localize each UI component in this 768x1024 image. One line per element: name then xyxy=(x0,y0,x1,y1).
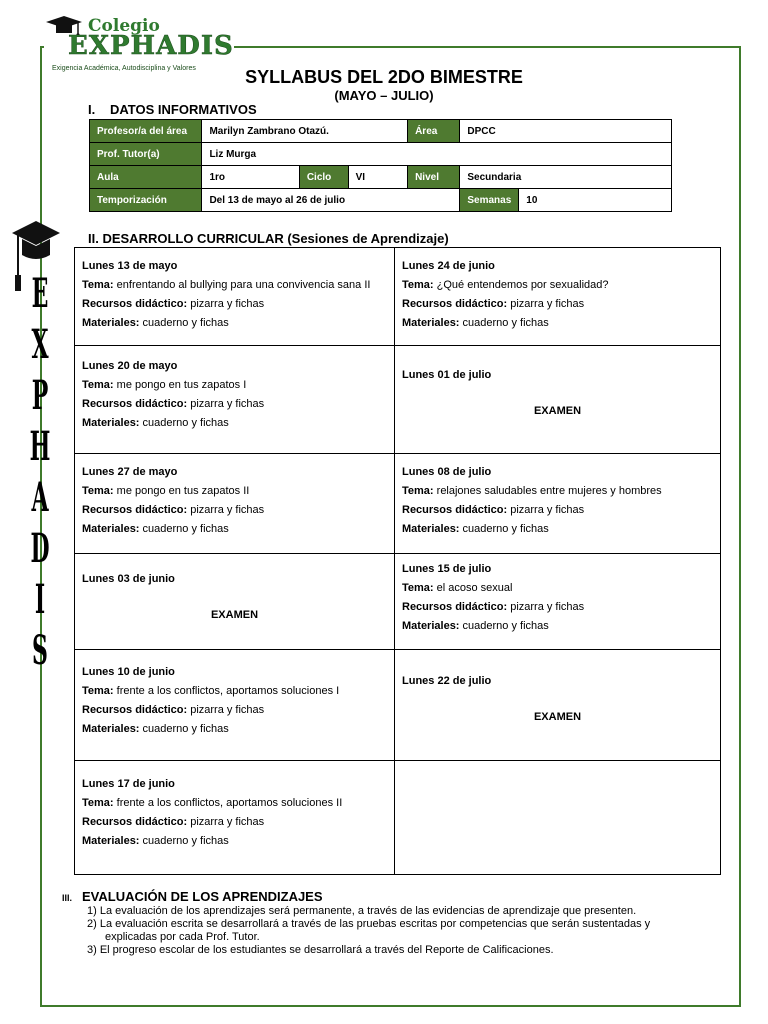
empty-cell xyxy=(395,761,721,875)
logo-word-colegio: Colegio xyxy=(88,16,160,36)
tema-label: Tema: xyxy=(402,582,434,594)
page-subtitle: (MAYO – JULIO) xyxy=(334,88,434,103)
ciclo-label: Ciclo xyxy=(299,166,348,189)
session-date: Lunes 22 de julio xyxy=(402,675,492,687)
session-cell xyxy=(395,454,721,554)
session-recursos: pizarra y fichas xyxy=(187,704,265,716)
session-tema: me pongo en tus zapatos II xyxy=(113,485,250,497)
side-letter: E xyxy=(31,270,49,317)
side-letter: I xyxy=(34,576,46,623)
session-cell xyxy=(75,761,395,875)
section-1-number: I. xyxy=(88,102,96,117)
section-1-title: DATOS INFORMATIVOS xyxy=(110,102,257,117)
aula-value: 1ro xyxy=(202,166,299,189)
materiales-label: Materiales: xyxy=(82,723,140,735)
semanas-label: Semanas xyxy=(460,189,519,212)
session-date: Lunes 17 de junio xyxy=(82,778,175,790)
session-cell xyxy=(75,248,395,346)
session-recursos: pizarra y fichas xyxy=(507,504,585,516)
side-letter: S xyxy=(32,627,48,674)
recursos-label: Recursos didáctico: xyxy=(82,504,188,516)
page-title: SYLLABUS DEL 2DO BIMESTRE xyxy=(245,67,523,87)
session-date: Lunes 01 de julio xyxy=(402,369,492,381)
section-2-title: II. DESARROLLO CURRICULAR (Sesiones de Aprendizaje) xyxy=(88,231,449,246)
side-letter: H xyxy=(29,423,51,470)
aula-label: Aula xyxy=(90,166,202,189)
materiales-label: Materiales: xyxy=(402,317,460,329)
list-item: 2) La evaluación escrita se desarrollará a través de las pruebas escritas por competencias que serán sustentadas y explicadas por cada Prof. Tutor. xyxy=(87,918,651,943)
recursos-label: Recursos didáctico: xyxy=(82,398,188,410)
logo-slogan: Exigencia Académica, Autodisciplina y Valores xyxy=(52,65,196,72)
list-item: 1) La evaluación de los aprendizajes será permanente, a través de las evidencias de aprendizaje que presenten. xyxy=(87,905,637,917)
session-date: Lunes 24 de junio xyxy=(402,260,495,272)
session-cell xyxy=(75,554,395,650)
table-row xyxy=(75,650,721,761)
materiales-label: Materiales: xyxy=(82,317,140,329)
session-date: Lunes 13 de mayo xyxy=(82,260,178,272)
exam-label: EXAMEN xyxy=(210,609,259,621)
table-row xyxy=(75,346,721,454)
tema-label: Tema: xyxy=(402,279,434,291)
session-materiales: cuaderno y fichas xyxy=(459,523,549,535)
recursos-label: Recursos didáctico: xyxy=(402,504,508,516)
materiales-label: Materiales: xyxy=(402,620,460,632)
session-cell xyxy=(395,248,721,346)
tema-label: Tema: xyxy=(82,685,114,697)
sessions-table xyxy=(74,247,721,875)
session-date: Lunes 08 de julio xyxy=(402,466,492,478)
recursos-label: Recursos didáctico: xyxy=(402,298,508,310)
tema-label: Tema: xyxy=(82,797,114,809)
section-3-title: EVALUACIÓN DE LOS APRENDIZAJES xyxy=(82,889,323,904)
nivel-label: Nivel xyxy=(408,166,460,189)
session-tema: relajones saludables entre mujeres y hombres xyxy=(433,485,662,497)
recursos-label: Recursos didáctico: xyxy=(402,601,508,613)
table-row xyxy=(90,166,672,189)
semanas-value: 10 xyxy=(519,189,672,212)
table-row xyxy=(90,189,672,212)
profesor-value: Marilyn Zambrano Otazú. xyxy=(202,120,408,143)
recursos-label: Recursos didáctico: xyxy=(82,816,188,828)
table-row xyxy=(75,454,721,554)
tema-label: Tema: xyxy=(82,485,114,497)
area-value: DPCC xyxy=(460,120,672,143)
tutor-value: Liz Murga xyxy=(202,143,672,166)
session-recursos: pizarra y fichas xyxy=(507,298,585,310)
side-letter: P xyxy=(31,372,49,419)
table-row xyxy=(75,248,721,346)
session-cell xyxy=(75,650,395,761)
session-materiales: cuaderno y fichas xyxy=(139,835,229,847)
session-date: Lunes 27 de mayo xyxy=(82,466,178,478)
temporizacion-value: Del 13 de mayo al 26 de julio xyxy=(202,189,460,212)
side-letter: A xyxy=(31,474,49,521)
table-row xyxy=(90,143,672,166)
info-table xyxy=(89,119,672,212)
list-item: 3) El progreso escolar de los estudiantes se desarrollará a través del Reporte de Calificaciones. xyxy=(87,944,554,956)
materiales-label: Materiales: xyxy=(82,417,140,429)
session-date: Lunes 03 de junio xyxy=(82,573,175,585)
session-cell xyxy=(75,454,395,554)
tutor-label: Prof. Tutor(a) xyxy=(90,143,202,166)
profesor-label: Profesor/a del área xyxy=(90,120,202,143)
session-recursos: pizarra y fichas xyxy=(507,601,585,613)
session-tema: ¿Qué entendemos por sexualidad? xyxy=(433,279,609,291)
recursos-label: Recursos didáctico: xyxy=(82,704,188,716)
table-row xyxy=(75,761,721,875)
session-materiales: cuaderno y fichas xyxy=(139,523,229,535)
evaluation-list xyxy=(87,905,697,957)
table-row xyxy=(75,554,721,650)
side-letter: D xyxy=(30,525,50,572)
side-letter: X xyxy=(31,321,49,368)
temporizacion-label: Temporización xyxy=(90,189,202,212)
session-cell xyxy=(395,554,721,650)
session-tema: el acoso sexual xyxy=(433,582,513,594)
area-label: Área xyxy=(408,120,460,143)
session-recursos: pizarra y fichas xyxy=(187,504,265,516)
recursos-label: Recursos didáctico: xyxy=(82,298,188,310)
session-tema: me pongo en tus zapatos I xyxy=(113,379,247,391)
session-materiales: cuaderno y fichas xyxy=(459,620,549,632)
side-brand-letters xyxy=(20,268,60,676)
tema-label: Tema: xyxy=(82,379,114,391)
session-date: Lunes 15 de julio xyxy=(402,563,492,575)
table-row xyxy=(90,120,672,143)
session-recursos: pizarra y fichas xyxy=(187,298,265,310)
nivel-value: Secundaria xyxy=(460,166,672,189)
section-3-number: III. xyxy=(62,893,73,903)
materiales-label: Materiales: xyxy=(82,835,140,847)
session-date: Lunes 20 de mayo xyxy=(82,360,178,372)
logo-word-exphadis: EXPHADIS xyxy=(68,31,234,61)
session-materiales: cuaderno y fichas xyxy=(459,317,549,329)
session-materiales: cuaderno y fichas xyxy=(139,723,229,735)
ciclo-value: VI xyxy=(348,166,407,189)
exam-label: EXAMEN xyxy=(533,711,582,723)
session-materiales: cuaderno y fichas xyxy=(139,317,229,329)
session-cell xyxy=(395,346,721,454)
session-recursos: pizarra y fichas xyxy=(187,398,265,410)
tema-label: Tema: xyxy=(402,485,434,497)
session-recursos: pizarra y fichas xyxy=(187,816,265,828)
materiales-label: Materiales: xyxy=(402,523,460,535)
exam-label: EXAMEN xyxy=(533,405,582,417)
session-cell xyxy=(395,650,721,761)
materiales-label: Materiales: xyxy=(82,523,140,535)
tema-label: Tema: xyxy=(82,279,114,291)
session-cell xyxy=(75,346,395,454)
session-tema: frente a los conflictos, aportamos soluciones I xyxy=(113,685,340,697)
session-date: Lunes 10 de junio xyxy=(82,666,175,678)
session-materiales: cuaderno y fichas xyxy=(139,417,229,429)
session-tema: enfrentando al bullying para una convivencia sana II xyxy=(113,279,371,291)
session-tema: frente a los conflictos, aportamos soluciones II xyxy=(113,797,343,809)
